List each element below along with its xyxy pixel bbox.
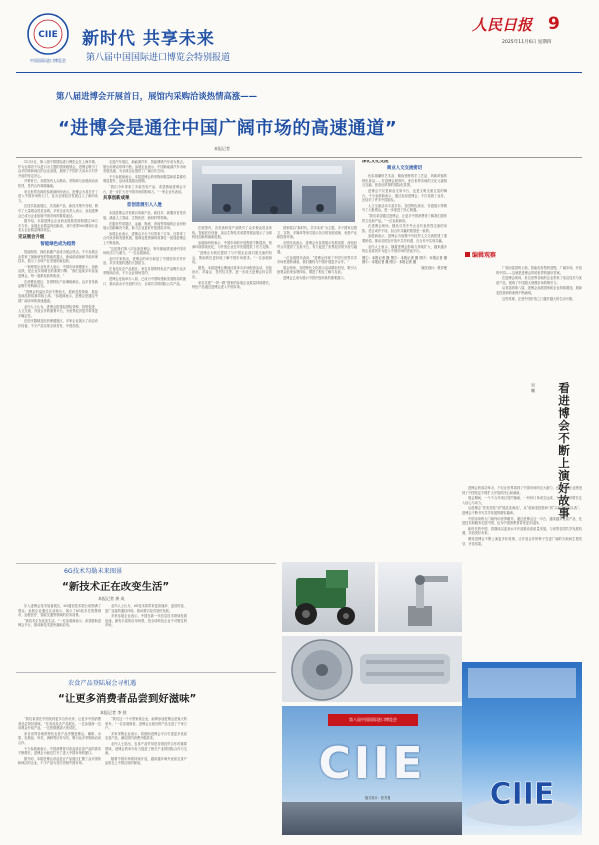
venue-banner	[328, 714, 418, 726]
story3-byline: 本报记者 李 拯	[100, 710, 127, 715]
robot-arm-icon	[378, 562, 462, 632]
photo-6-expo-hall	[462, 662, 582, 835]
main-body-col1: 11月5日，第八届中国国际进口博览会在上海开幕。作为全球首个以进口为主题的国家级展会，进博会吸引了众多国家和地区的企业参展，展现了中国扩大高水平对外开放的坚定决心。 开幕首日，各展馆内人头攒动，采购商与参展商洽谈热烈，签约合作频频落地。 来自世界各地的参展商纷纷表示，进博会为其打开了进入中国市场的大门，也为全球经济发展注入了新的动力。 在技术装备展区，各类新产品、新技术集中亮相，吸引了大量观众驻足参观。多家企业负责人表示，参加进博会已成为企业拓展中国市场的重要途径。 据介绍，本届进博会企业商业展展览面积超过36万平方米，参展企业数量再创新高，其中世界500强和行业龙头企业数量保持高位。 见证展会升级 智能绿色成为趋势 智能制造、绿色低碳产品成为展会热点。不少参展企业带来了最新研发的智能机器人、新能源设备和节能环保技术，展示了全球产业发展的新趋势。 一家跨国企业负责人表示，中国市场规模庞大、创新活跃，是企业实现增长的重要引擎。“我们连续多年参加进博会，每一届都有新的收获。” 在消费品展区，各国特色产品琳琅满目，众多首发新品吸引采购商目光。 “进博会的溢出效应不断放大，展商变投资商、展品变商品的故事持续上演。”参展商表示，进博会是通往中国广阔市场的高速通道。 业内人士认为，进博会搭建起国际采购、投资促进、人文交流、开放合作的重要平台，为世界经济复苏带来更多确定性。 在医疗器械及医药保健展区，多家企业展示了前沿诊疗设备，不少产品实现全球首发、中国首展。	[18, 160, 98, 328]
headline-rule	[16, 157, 582, 158]
photo-1-booth	[192, 160, 355, 222]
ciie-logo-icon	[26, 12, 70, 56]
story3-banner-rule	[16, 672, 276, 673]
main-body-col5: 深化文化交流 商业人文交流密切 色彩斑斓的艺术品、精致独特的手工艺品、风味浓郁的特色食品……在进博会展馆内，来自世界各地的文化元素相互交融，营造出浓厚的国际化氛围。 进博会不仅是商品交易平台，也是文明交流互鉴的舞台。不少参展商表示，通过参加进博会，不仅拓展了业务，还结识了许多中国朋友。 人文交流活动丰富多彩，各国特色演出、非遗展示等吸引了大批观众，进一步促进了民心相通。 “我们希望通过进博会，让更多中国消费者了解我们国家的文化和产品。”一位参展商说。 在进博会现场，随处可见中外企业代表热烈交流的身影。语言或许不同，但合作共赢的愿望是一致的。 参展商表示，进博会为加强中外经贸人文交流搭建了重要桥梁，推动各国在开放中共享机遇、在合作中实现共赢。 业内人士表示，随着进博会影响力持续扩大，越来越多的企业将其作为进入中国市场的首选平台。 图①：本报记者 摄 图②：本报记者 摄 图③：本报记者 摄 图④：本报记者 摄 图⑤：本报记者 摄 版式设计：张芳曼	[362, 160, 447, 270]
masthead-rule	[16, 72, 582, 73]
commentary-headline-text: 看进博会不断上演好故事	[557, 382, 571, 520]
photo-caption: 图①：本报记者 摄 图②：本报记者 摄 图③：本报记者 摄 图④：本报记者 摄 图⑤：本报记者 摄	[362, 255, 447, 265]
section2-heading: 共享创新成果	[103, 196, 130, 202]
story2-banner: 6G技术勾勒未来图景	[64, 568, 123, 575]
photo-credit: 版式设计：张芳曼	[421, 265, 447, 270]
photo-5-ciie-venue	[282, 706, 462, 835]
special-report-subtitle: 第八届中国国际进口博览会特别报道	[86, 53, 231, 63]
story2-headline: “新技术正在改变生活”	[62, 581, 170, 593]
photo-2-machinery	[282, 562, 375, 632]
story2-byline: 本报记者 龚 成	[98, 596, 125, 601]
venue-crowd	[282, 802, 462, 835]
commentary-tag: 编辑观察	[472, 252, 497, 259]
logo-caption: 中国国际进口博览会	[30, 58, 66, 63]
main-body-col4: 国家展以“新时代，共享未来”为主题，多个国家以图文、实物、多媒体等形式展示各自的发展成就、优势产业和投资环境。 各国代表表示，进博会为各国展示发展成果、深化经贸合作提供了宝贵平台，有力促进了世界经济的开放与融通。 一位参展国代表说：“进博会体现了中国与世界共享市场机遇的诚意，我们期待与中国开展更多合作。” 展会现场，各国特色文化展示活动精彩纷呈，吸引大批观众前来参观体验，增进了相互了解与友谊。 进博会已成为展示中国开放形象的重要窗口。	[277, 226, 357, 280]
commentary-body-top: 广袤而富饶的土地，智能化转型的进程，广阔市场，开放的中国——这就是进博会带给世界的最好答案。 在进博会现场，来自世界各地的企业带来了前沿技术与优质产品，展现了中国超大规模市场的吸引力。 从首届到第八届，进博会参展国家和企业持续增加，展商变投资商的案例不断涌现。 这些故事，正是中国开放之门越开越大的生动写照。	[496, 266, 582, 301]
section3-heading: 深化文化交流	[362, 160, 389, 164]
main-kicker: 第八届进博会开展首日，展馆内采购洽谈热情高涨——	[56, 91, 257, 101]
ciie-logo	[26, 12, 70, 56]
masthead	[0, 0, 599, 80]
story2-banner-rule	[16, 563, 276, 564]
date-line: 2025年11月6日 星期四	[502, 40, 552, 45]
commentary-tag-box	[465, 250, 523, 260]
story3-body-right: “我们这一个小型家族企业，能够参加进博会是莫大的荣幸。”一位参展商说，进博会让他们的产品走进了千家万户。 多家采购企业表示，将借助进博会平台引进更多优质农食产品，满足国内消费升级需求。 业内人士指出，农食产品贸易是各国经贸合作的重要领域，进博会的举办有力促进了相关产业的国际合作与交流。 随着中国市场的持续开放，越来越多海外优质农食产品将走上中国百姓的餐桌。	[105, 717, 187, 766]
paper-name: 人民日报	[472, 16, 533, 34]
logo-text: CIIE	[38, 30, 58, 40]
section1-heading: 见证展会升级	[18, 234, 45, 240]
section3-title: 商业人文交流密切	[386, 165, 423, 171]
main-headline: “进博会是通往中国广阔市场的高速通道”	[58, 118, 398, 139]
photo-block-credit: 版式设计：张芳曼	[365, 796, 391, 800]
main-body-col2: 走进汽车展区，新能源汽车、智能网联汽车成为焦点，展台前观众络绎不绝。参展企业表示，中国新能源汽车市场发展迅速，为全球企业提供了广阔合作空间。 不少参展商表示，本届进博会的采购商数量和质量都有明显提升，洽谈成果超出预期。 “我们今年带来了多款首发产品，希望借助进博会平台，进一步扩大在中国市场的影响力。”一家企业代表说。 共享创新成果 首创首展引人入胜 本届进博会共有数百项新产品、新技术、新服务首发首展，涵盖人工智能、生物医药、新材料等领域。 在服务贸易展区，金融、物流、咨询等领域的企业纷纷展示创新解决方案，助力企业更好开拓国际市场。 参展企业表示，进博会平台不仅带来了订单，还带来了合作伙伴和发展机遇。展商变投资商的故事在一届届进博会上不断延续。 “这是我们第八次参加进博会，每年都能感受到中国市场的活力与潜力。”一位参展商说。 业内专家指出，进博会的举办彰显了中国坚持对外开放、共享发展机遇的大国担当。 在食品及农产品展区，来自各国的特色农产品吸引众多采购商洽谈，不少企业现场签约。 进博会连续举办八届，已成为中国构建新发展格局的窗口、推动高水平开放的平台、全球共享的国际公共产品。	[103, 160, 186, 286]
sculpture-logo-text: CIIE	[489, 777, 555, 812]
commentary-author: 吴 姗	[531, 383, 536, 393]
main-byline: 本报记者	[214, 146, 230, 151]
tractor-icon	[282, 562, 375, 632]
slogan: 新时代 共享未来	[82, 29, 215, 49]
engine-turbine-icon	[282, 636, 462, 702]
story3-body-left: “我们希望在中国找到更多合作伙伴，让更多中国消费者品尝到好滋味。”在食品及农产品展区，一位参展商一边向观众介绍产品，一边热情邀请大家试吃。 来自世界各地的特色农食产品齐聚进博会，咖啡、水果、乳制品、肉类、海鲜等应有尽有，吸引众多采购商洽谈合作。 不少参展商表示，中国消费者对高品质农食产品的需求不断增长，进博会为他们打开了进入中国市场的窗口。 据介绍，本届进博会食品及农产品展区汇聚了众多国家和地区的企业，不少产品为首次亮相中国市场。	[18, 717, 101, 766]
booth-scene-icon	[192, 160, 355, 222]
story2-body-left: 步入进博会技术装备展区，6G通信技术展台前围满了观众。参展企业通过互动演示，展示了6G技术在智慧城市、远程医疗、智能交通等领域的应用前景。 “新技术正在改变生活。”一位参展商表示，希望借助进博会平台，推动新技术更快落地应用。	[18, 604, 101, 628]
section1-title: 智能绿色成为趋势	[40, 241, 76, 247]
story3-banner: 农食产品登陆展会寻机遇	[68, 680, 137, 687]
story2-body-right: 业内人士认为，6G技术将带来更高速率、更低时延、更广连接的通信体验，推动数字经济加快发展。 多家参展企业表示，中国在新一代信息技术领域发展迅速，拥有丰富的应用场景，是全球科技企业不可错过的市场。	[105, 604, 187, 628]
page-number: 9	[548, 14, 560, 34]
photo-3-robot	[378, 562, 462, 632]
venue-banner-text: 第八届中国国际进口博览会	[349, 717, 397, 722]
photo-4-turbine	[282, 636, 462, 702]
commentary-tag-marker	[465, 252, 470, 257]
story3-headline: “让更多消费者品尝到好滋味”	[58, 693, 197, 705]
commentary-body-bottom: 进博会的成功举办，不仅让世界看到了中国市场的巨大潜力，也让各国企业感受到了中国坚定不移扩大开放的决心和诚意。 展会期间，一个个合作项目签约落地，一份份订单成交达成，为全球经济增长注入信心与动力。 从进博会“首发首展”到“展品变商品”，从“展商变投资商”到“头回客变回头客”，进博会不断书写共享发展的精彩篇章。 中国市场的大门始终向世界敞开。通过进博会这一平台，越来越多优质产品、先进技术和服务走进中国，也为中国消费者带来更多选择。 新时代的中国，将继续以更高水平开放推动高质量发展，与世界各国共享发展机遇，共创美好未来。 期待进博会不断上演更多好故事，让开放合作的种子在更广阔的天地间生根发芽、开花结果。	[462, 486, 582, 546]
section2-title: 首创首展引人入胜	[126, 202, 163, 208]
main-body-col3: 在展馆内，各类高科技产品吸引了众多观众驻足体验。智能医疗设备、前沿生物技术成果等展品展示了全球科技创新的最新进展。 参展商纷纷表示，中国市场的开放程度不断提高，营商环境持续优化，为外资企业在华发展提供了有力支撑。 “进博会为我们提供了与中国企业面对面交流的机会，帮助我们更好地了解中国市场需求。”一位参展商说。 据悉，本届进博会期间还将举办多场配套活动，包括论坛、对接会、签约仪式等，进一步放大进博会综合效应。 来自共建“一带一路”国家的参展企业数量持续增长，特色产品通过进博会进入中国市场。	[192, 226, 272, 290]
venue-logo: CIIE	[318, 738, 426, 789]
ciie-sculpture-icon	[462, 662, 582, 835]
